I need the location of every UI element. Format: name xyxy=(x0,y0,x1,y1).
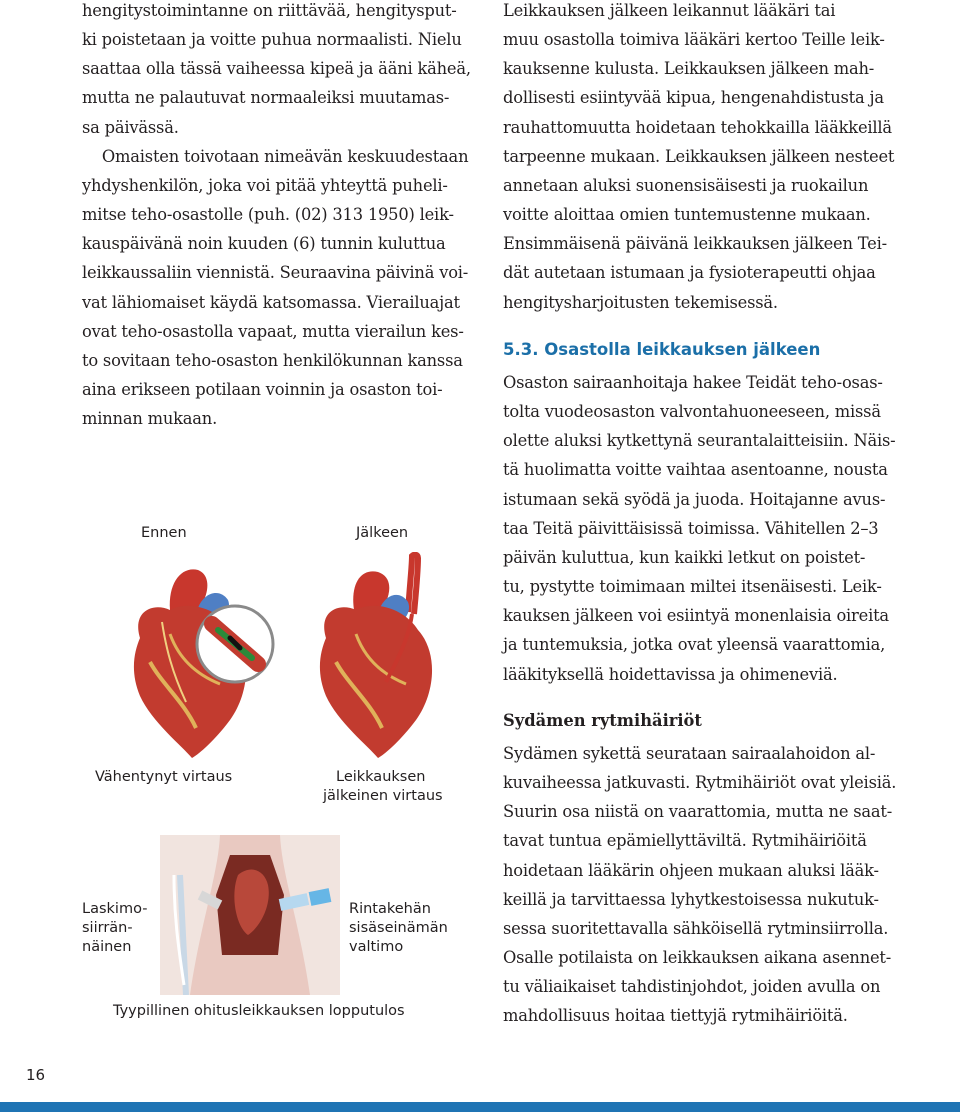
text-line: mahdollisuus hoitaa tiettyjä rytmihäiriöitä. xyxy=(503,1006,848,1026)
section-body xyxy=(503,368,895,689)
text-line: vat lähiomaiset käydä katsomassa. Vierailuajat xyxy=(82,292,460,312)
text-line: kauspäivänä noin kuuden (6) tunnin kuluttua xyxy=(82,234,446,254)
text-line: keillä ja tarvittaessa lyhytkestoisessa nukutuk- xyxy=(503,889,879,909)
text-line: hengitystoimintanne on riittävää, hengitysput- xyxy=(82,1,457,20)
label-leg-vein-line: siirrän- xyxy=(82,920,133,936)
text-line: kuvaiheessa jatkuvasti. Rytmihäiriöt ovat yleisiä. xyxy=(503,773,897,793)
text-line: minnan mukaan. xyxy=(82,409,218,429)
text-line: kauksen jälkeen voi esiintyä monenlaisia oireita xyxy=(503,606,889,626)
text-line: ja tuntemuksia, jotka ovat yleensä vaarattomia, xyxy=(503,635,886,655)
text-line: tarpeenne mukaan. Leikkauksen jälkeen nesteet xyxy=(503,146,895,166)
label-after: Jälkeen xyxy=(356,525,409,541)
text-line: leikkaussaliin viennistä. Seuraavina päivinä voi- xyxy=(82,263,469,283)
text-line: to sovitaan teho-osaston henkilökunnan kanssa xyxy=(82,350,463,370)
text-line: sessa suoritettavalla sähköisellä rytminsiirrolla. xyxy=(503,918,889,938)
heart-before-illustration xyxy=(100,552,290,762)
text-line: aina erikseen potilaan voinnin ja osaston toi- xyxy=(82,380,443,400)
text-line: Osalle potilaista on leikkauksen aikana asennet- xyxy=(503,948,892,968)
text-line: taa Teitä päivittäisissä toimissa. Vähitellen 2–3 xyxy=(503,518,879,538)
text-line: saattaa olla tässä vaiheessa kipeä ja ääni käheä, xyxy=(82,59,471,79)
label-leg-vein-line: Laskimo- xyxy=(82,901,148,917)
text-line: tu, pystytte toimimaan miltei itsenäisesti. Leik- xyxy=(503,577,882,597)
label-leg-vein xyxy=(82,900,147,957)
label-internal-artery xyxy=(349,900,448,957)
caption-after-line: jälkeinen virtaus xyxy=(323,788,443,804)
text-line: Ensimmäisenä päivänä leikkauksen jälkeen Tei- xyxy=(503,234,887,254)
text-line: olette aluksi kytkettynä seurantalaitteisiin. Näis- xyxy=(503,431,896,451)
text-line: ovat teho-osastolla vapaat, mutta vierailun kes- xyxy=(82,321,464,341)
text-line: kauksenne kulusta. Leikkauksen jälkeen mah- xyxy=(503,59,875,79)
right-column-intro xyxy=(503,0,894,317)
figure-caption: Tyypillinen ohitusleikkauksen lopputulos xyxy=(113,1003,405,1019)
text-line: Leikkauksen jälkeen leikannut lääkäri tai xyxy=(503,1,836,20)
text-line: annetaan aluksi suonensisäisesti ja ruokailun xyxy=(503,175,869,195)
text-line: Sydämen sykettä seurataan sairaalahoidon al- xyxy=(503,744,876,763)
text-line: hoidetaan lääkärin ohjeen mukaan aluksi lääk- xyxy=(503,860,879,880)
text-line: sa päivässä. xyxy=(82,117,179,137)
text-line: muu osastolla toimiva lääkäri kertoo Teille leik- xyxy=(503,30,885,50)
text-line: voitte aloittaa omien tuntemustenne mukaan. xyxy=(503,205,871,225)
subheading: Sydämen rytmihäiriöt xyxy=(503,711,702,730)
text-line: päivän kuluttua, kun kaikki letkut on poistet- xyxy=(503,547,866,567)
text-line: mutta ne palautuvat normaaleiksi muutamas- xyxy=(82,88,450,108)
text-line: Omaisten toivotaan nimeävän keskuudestaan xyxy=(82,146,469,166)
text-line: mitse teho-osastolle (puh. (02) 313 1950) leik- xyxy=(82,205,454,225)
caption-before: Vähentynyt virtaus xyxy=(95,769,233,785)
text-line: yhdyshenkilön, joka voi pitää yhteyttä puheli- xyxy=(82,175,448,195)
label-internal-artery-line: sisäseinämän xyxy=(349,920,448,936)
text-line: Osaston sairaanhoitaja hakee Teidät teho-osas- xyxy=(503,373,883,392)
label-before: Ennen xyxy=(141,525,187,541)
heart-after-illustration xyxy=(300,552,460,762)
text-line: Suurin osa niistä on vaarattomia, mutta ne saat- xyxy=(503,802,893,822)
caption-after xyxy=(323,768,443,806)
footer-bar xyxy=(0,1102,960,1112)
text-line: hengitysharjoitusten tekemisessä. xyxy=(503,292,778,312)
text-line: dollisesti esiintyvää kipua, hengenahdistusta ja xyxy=(503,88,884,108)
section-heading: 5.3. Osastolla leikkauksen jälkeen xyxy=(503,340,821,359)
label-internal-artery-line: Rintakehän xyxy=(349,901,431,917)
text-line: tä huolimatta voitte vaihtaa asentoanne, nousta xyxy=(503,460,888,480)
text-line: lääkityksellä hoidettavissa ja ohimeneviä. xyxy=(503,664,838,684)
text-line: istumaan sekä syödä ja juoda. Hoitajanne avus- xyxy=(503,489,886,509)
text-line: ki poistetaan ja voitte puhua normaalisti. Nielu xyxy=(82,30,462,50)
subsection-body xyxy=(503,739,896,1031)
left-column-text xyxy=(82,0,471,433)
bypass-surgery-illustration xyxy=(160,835,340,995)
label-leg-vein-line: näinen xyxy=(82,939,132,955)
text-line: rauhattomuutta hoidetaan tehokkailla lääkkeillä xyxy=(503,117,892,137)
caption-after-line: Leikkauksen xyxy=(336,769,426,785)
text-line: tu väliaikaiset tahdistinjohdot, joiden avulla on xyxy=(503,977,881,997)
page-number: 16 xyxy=(26,1066,46,1084)
label-internal-artery-line: valtimo xyxy=(349,939,404,955)
text-line: tavat tuntua epämiellyttäviltä. Rytmihäiriöitä xyxy=(503,831,867,851)
text-line: dät autetaan istumaan ja fysioterapeutti ohjaa xyxy=(503,263,876,283)
text-line: tolta vuodeosaston valvontahuoneeseen, missä xyxy=(503,402,881,422)
